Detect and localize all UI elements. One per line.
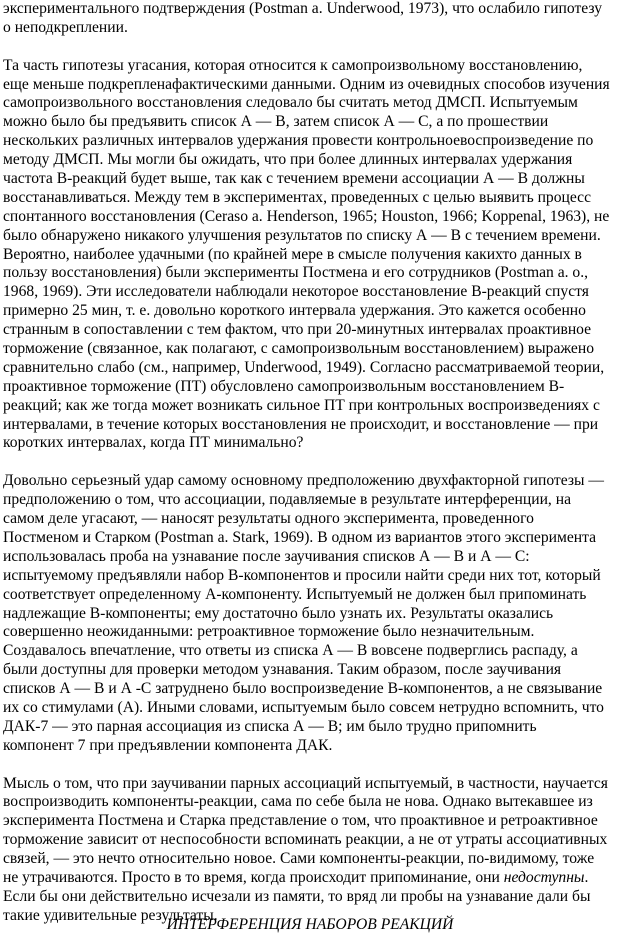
text-line: коротких интервалах, когда ПТ минимально?: [3, 434, 304, 452]
text-line: о неподкреплении.: [3, 18, 128, 36]
text-line: методу ДМСП. Мы могли бы ожидать, что при более длинных интервалах удержания: [3, 151, 573, 169]
text-line: сравнительно слабо (см., например, Underwood, 1949). Согласно рассматриваемой теории,: [3, 358, 605, 376]
paragraph-2: [3, 57, 617, 454]
paragraph-spacer: [3, 453, 617, 472]
text-line: Довольно серьезный удар самому основному предположению двухфакторной гипотезы —: [3, 472, 604, 490]
text-line: проактивное торможение (ПТ) обусловлено самопроизвольным восстановлением В-: [3, 377, 565, 395]
document-page: [3, 0, 617, 926]
text-line: спонтанного восстановления (Ceraso a. Henderson, 1965; Houston, 1966; Koppenal, 1963), не: [3, 207, 610, 225]
text-line: пользу восстановления) были эксперименты Постмена и его сотрудников (Postman a. о.,: [3, 264, 589, 282]
paragraph-1: [3, 0, 617, 38]
text-line: еще меньше подкрепленафактическими данными. Одним из очевидных способов изучения: [3, 75, 610, 93]
text-line: Создавалось впечатление, что ответы из списка А — В вовсене подверглись распаду, а: [3, 642, 578, 660]
text-line: эксперимента Постмена и Старка представление о том, что проактивное и ретроактивное: [3, 812, 598, 830]
text-line: списков А — В и А -С затруднено было воспроизведение В-компонентов, а не связывание: [3, 680, 603, 698]
text-line: примерно 25 мин, т. е. довольно короткого интервала удержания. Это кажется особенно: [3, 302, 586, 320]
text-line: ДАК-7 — это парная ассоциация из списка А — В; им было трудно припомнить: [3, 717, 537, 735]
text-line: реакций; как же тогда может возникать сильное ПТ при контрольных воспроизведениях с: [3, 396, 600, 414]
text-line: самопроизвольного восстановления следовало бы считать метод ДМСП. Испытуемым: [3, 94, 578, 112]
text-line: восстанавливаться. Между тем в экспериментах, проведенных с целью выявить процесс: [3, 188, 592, 206]
text-line: надлежащие В-компоненты; ему достаточно было узнать их. Результаты оказались: [3, 604, 554, 622]
text-line: компонент 7 при предъявлении компонента ДАК.: [3, 736, 333, 754]
text-line: их со стимулами (А). Иными словами, испытуемым было совсем нетрудно вспомнить, что: [3, 698, 604, 716]
text-line: частота В-реакций будет выше, так как с течением времени ассоциации А — В должны: [3, 170, 585, 188]
text-line: торможение (связанное, как полагают, с самопроизвольным восстановлением) выражено: [3, 340, 595, 358]
text-line: странным в сопоставлении с тем фактом, что при 20-минутных интервалах проактивное: [3, 321, 592, 339]
text-line: можно было бы предъявить список А — В, затем список А — С, а по прошествии: [3, 113, 549, 131]
text-line: было обнаружено никакого улучшения результатов по списку А — В с течением времени.: [3, 226, 601, 244]
text-line: самом деле угасают, — наносят результаты одного эксперимента, проведенного: [3, 510, 534, 528]
section-heading: ИНТЕРФЕРЕНЦИЯ НАБОРОВ РЕАКЦИЙ: [166, 916, 454, 933]
paragraph-4: [3, 775, 617, 926]
text-line: 1968, 1969). Эти исследователи наблюдали некоторое восстановление В-реакций спустя: [3, 283, 589, 301]
text-line: предположению о том, что ассоциации, подавляемые в результате интерференции, на: [3, 491, 571, 509]
text-line: связей, — это нечто относительно новое. Сами компоненты-реакции, по-видимому, тоже: [3, 850, 595, 868]
text-line: соответствует определенному А-компоненту. Испытуемый не должен был припоминать: [3, 585, 587, 603]
text-line: Та часть гипотезы угасания, которая относится к самопроизвольному восстановлению,: [3, 56, 583, 74]
text-line: воспроизводить компоненты-реакции, сама по себе была не нова. Однако вытекавшее из: [3, 793, 593, 811]
text-line: испытуемому предъявляли набор В-компонентов и просили найти среди них тот, который: [3, 566, 601, 584]
text-line: совершенно неожиданными: ретроактивное торможение было незначительным.: [3, 623, 535, 641]
text-line: такие удивительные результаты.: [3, 906, 218, 924]
paragraph-spacer: [3, 38, 617, 57]
text-line: использовалась проба на узнавание после заучивания списков А — В и А — С:: [3, 547, 530, 565]
text-line: экспериментального подтверждения (Postman a. Underwood, 1973), что ослабило гипотезу: [3, 0, 603, 17]
text-line: Если бы они действительно исчезали из памяти, то вряд ли пробы на узнавание дали бы: [3, 887, 591, 905]
paragraph-3: [3, 472, 617, 755]
text-run: не утрачиваются. Просто в то время, когда происходит припоминание, они: [3, 868, 504, 886]
text-line: Мысль о том, что при заучивании парных ассоциаций испытуемый, в частности, научается: [3, 774, 608, 792]
text-line: Постменом и Старком (Postman a. Stark, 1969). В одном из вариантов этого эксперимента: [3, 528, 597, 546]
text-line: Вероятно, наиболее удачными (по крайней мере в смысле получения какихто данных в: [3, 245, 582, 263]
emphasized-word: недоступны: [503, 868, 585, 886]
text-line: торможение зависит от неспособности вспоминать реакции, а не от утраты ассоциативных: [3, 831, 608, 849]
text-line-with-emphasis: [3, 869, 617, 888]
text-line: нескольких различных интервалов удержания провести контрольноевоспроизведение по: [3, 132, 594, 150]
text-line: были доступны для проверки методом узнавания. Таким образом, после заучивания: [3, 661, 562, 679]
text-run: .: [584, 868, 589, 886]
paragraph-spacer: [3, 756, 617, 775]
text-line: интервалами, в течение которых восстановления не происходит, и восстановление — при: [3, 415, 599, 433]
